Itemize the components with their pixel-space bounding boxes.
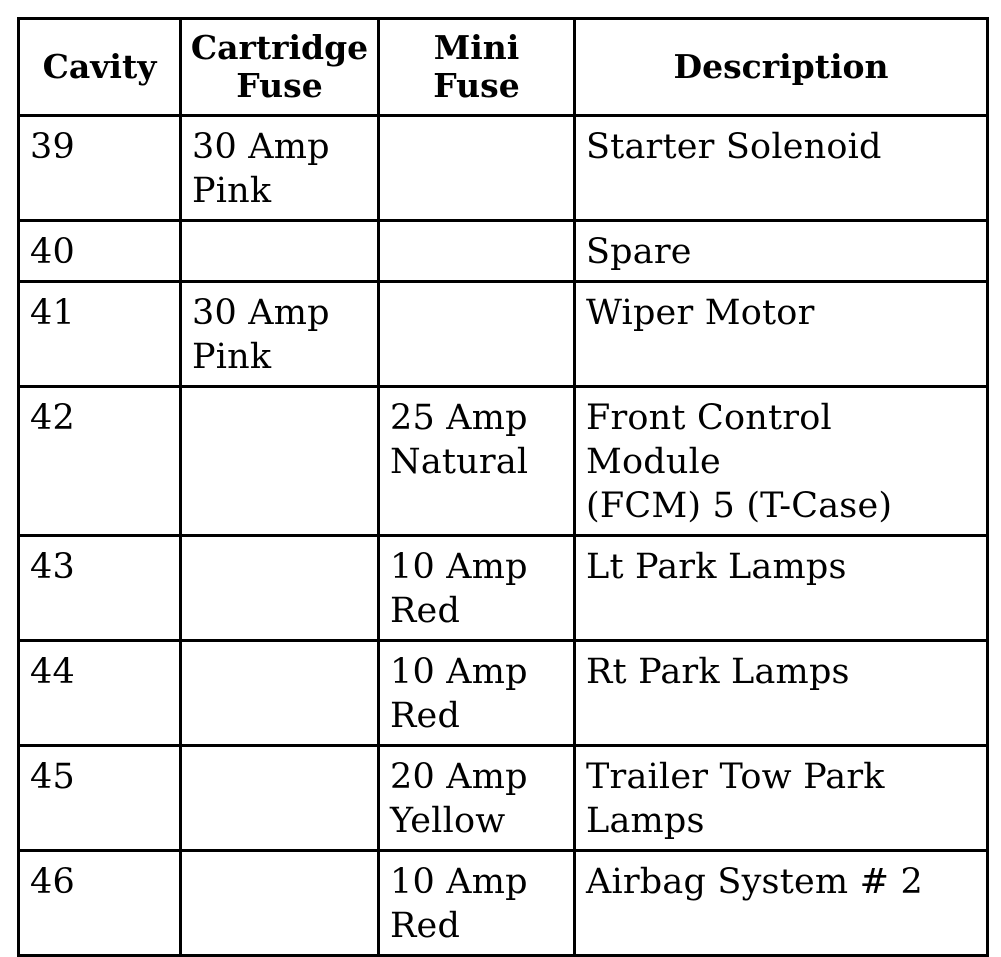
cavity-cell: 42 [19, 387, 181, 536]
cartridge-fuse-cell [181, 221, 379, 282]
header-row [19, 19, 988, 116]
fuse-table [17, 17, 989, 957]
description-cell: Front Control Module (FCM) 5 (T-Case) [575, 387, 988, 536]
description-cell: Wiper Motor [575, 282, 988, 387]
table-row [19, 851, 988, 956]
cartridge-fuse-cell [181, 536, 379, 641]
mini-fuse-cell [379, 221, 575, 282]
header-description: Description [575, 19, 988, 116]
mini-fuse-cell: 25 Amp Natural [379, 387, 575, 536]
description-cell: Trailer Tow Park Lamps [575, 746, 988, 851]
table-row [19, 536, 988, 641]
table-body [19, 116, 988, 956]
cavity-cell: 41 [19, 282, 181, 387]
header-cavity: Cavity [19, 19, 181, 116]
table-row [19, 387, 988, 536]
cartridge-fuse-cell [181, 387, 379, 536]
description-cell: Lt Park Lamps [575, 536, 988, 641]
mini-fuse-cell [379, 282, 575, 387]
table-row [19, 116, 988, 221]
mini-fuse-cell: 20 Amp Yellow [379, 746, 575, 851]
mini-fuse-cell: 10 Amp Red [379, 641, 575, 746]
mini-fuse-cell [379, 116, 575, 221]
table-header [19, 19, 988, 116]
description-cell: Airbag System # 2 [575, 851, 988, 956]
table-row [19, 221, 988, 282]
table-row [19, 282, 988, 387]
description-cell: Rt Park Lamps [575, 641, 988, 746]
cartridge-fuse-cell: 30 Amp Pink [181, 282, 379, 387]
cavity-cell: 45 [19, 746, 181, 851]
cavity-cell: 40 [19, 221, 181, 282]
cartridge-fuse-cell [181, 641, 379, 746]
table-row [19, 746, 988, 851]
cartridge-fuse-cell [181, 746, 379, 851]
header-mini-fuse: Mini Fuse [379, 19, 575, 116]
cavity-cell: 39 [19, 116, 181, 221]
description-cell: Starter Solenoid [575, 116, 988, 221]
cartridge-fuse-cell [181, 851, 379, 956]
table-row [19, 641, 988, 746]
header-cartridge-fuse: Cartridge Fuse [181, 19, 379, 116]
cartridge-fuse-cell: 30 Amp Pink [181, 116, 379, 221]
description-cell: Spare [575, 221, 988, 282]
cavity-cell: 46 [19, 851, 181, 956]
mini-fuse-cell: 10 Amp Red [379, 851, 575, 956]
mini-fuse-cell: 10 Amp Red [379, 536, 575, 641]
cavity-cell: 44 [19, 641, 181, 746]
cavity-cell: 43 [19, 536, 181, 641]
